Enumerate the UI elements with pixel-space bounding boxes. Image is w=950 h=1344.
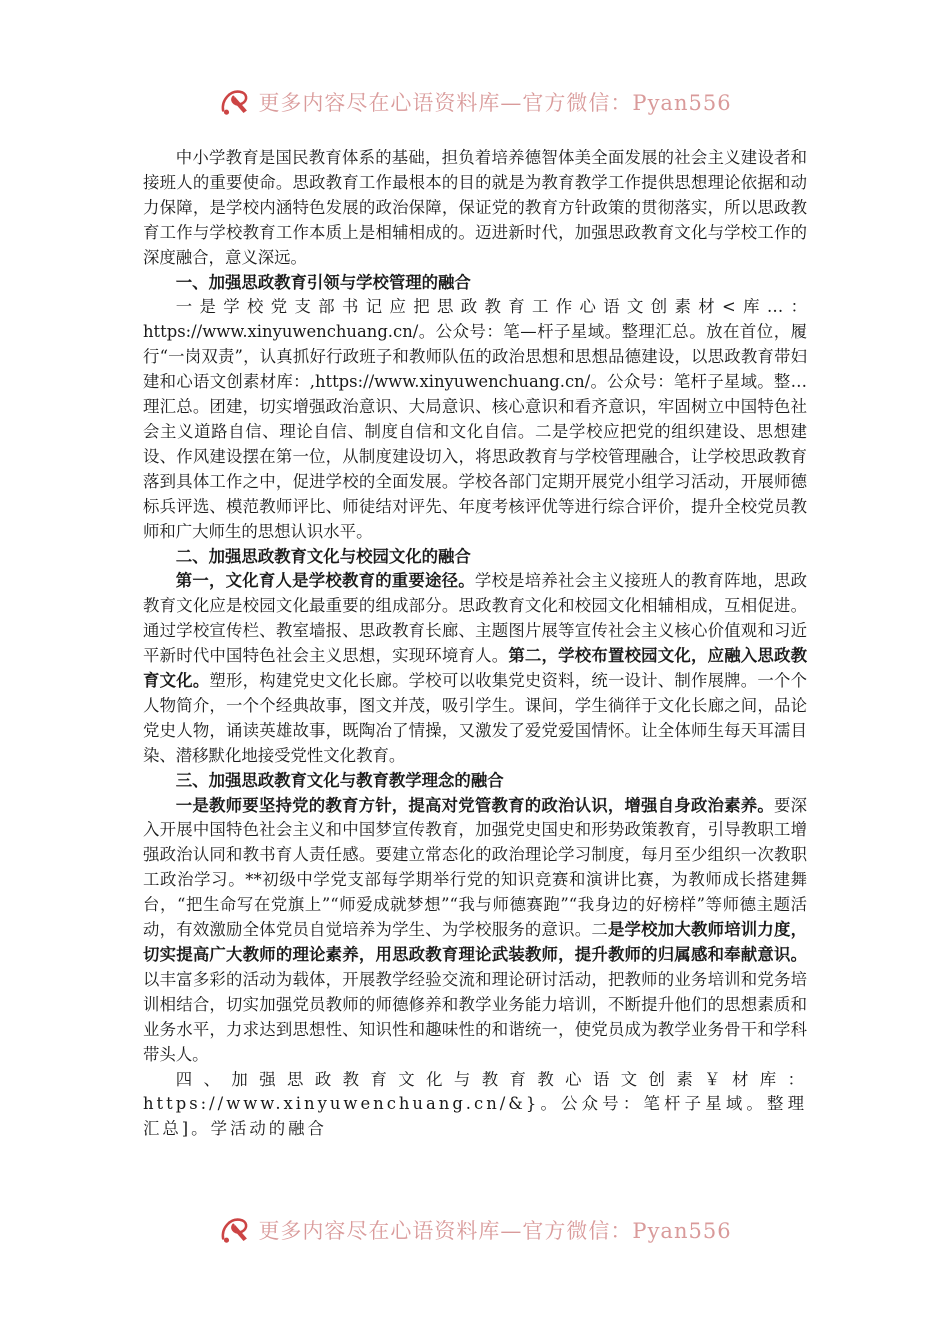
header-watermark-banner [0,82,950,122]
pen-swirl-logo-icon [218,1213,252,1247]
document-body [143,146,807,1142]
section-3-paragraph [143,794,807,1068]
section-2-paragraph [143,569,807,768]
section-1-paragraph: 一是学校党支部书记应把思政教育工作心语文创素材<库…：https://www.xinyuwenchuang.cn/。公众号：笔—杆子星域。整理汇总。放在首位，履行“一岗双责”，认真抓好行政班子和教师队伍的政治思想和思想品德建设，以思政教育带妇建和心语文创素材库：,https://www.xinyuwenchuang.cn/。公众号：笔杆子星域。整…理汇总。团建，切实增强政治意识、大局意识、核心意识和看齐意识，牢固树立中国特色社会主义道路自信、理论自信、制度自信和文化自信。二是学校应把党的组织建设、思想建设、作风建设摆在第一位，从制度建设切入，将思政教育与学校管理融合，让学校思政教育落到具体工作之中，促进学校的全面发展。学校各部门定期开展党小组学习活动，开展师德标兵评选、模范教师评比、师徒结对评先、年度考核评优等进行综合评价，提升全校党员教师和广大师生的思想认识水平。 [143,297,807,541]
banner-text: 更多内容尽在心语资料库—官方微信：Pyan556 [258,1219,732,1243]
section-3-bold-lead-2: 是学校加大教师培训力度，切实提高广大教师的理论素养，用思政教育理论武装教师，提升教师的归属感和奉献意识。 [143,920,808,964]
section-3-text-1: 要深入开展中国特色社会主义和中国梦宣传教育，加强党史国史和形势政策教育，引导教职工增强政治认同和教书育人责任感。要建立常态化的政治理论学习制度，每月至少组织一次教职工政治学习。**初级中学党支部每学期举行党的知识竞赛和演讲比赛，为教师成长搭建舞台，“把生命写在党旗上”“师爱成就梦想”“我与师德赛跑”“我身边的好榜样”等师德主题活动，有效激励全体党员自觉培养为学生、为学校服务的意识。二 [143,795,808,940]
section-2-text-2: 塑形，构建党史文化长廊。学校可以收集党史资料，统一设计、制作展牌。一个个人物简介，一个个经典故事，图文并茂，吸引学生。课间，学生徜徉于文化长廊之间，品论党史人物，诵读英雄故事，既陶冶了情操，又激发了爱党爱国情怀。让全体师生每天耳濡目染、潜移默化地接受党性文化教育。 [143,671,807,765]
section-heading-1: 一、加强思政教育引领与学校管理的融合 [175,272,471,292]
banner-text: 更多内容尽在心语资料库—官方微信：Pyan556 [258,91,732,115]
section-2-bold-lead-2: 第二，学校布置校园文化，应融入思政教育文化。 [143,646,808,691]
section-heading-3: 三、加强思政教育文化与教育教学理念的融合 [175,770,504,790]
section-3-text-2: 以丰富多彩的活动为载体，开展教学经验交流和理论研讨活动，把教师的业务培训和党务培训相结合，切实加强党员教师的师德修养和教学业务能力培训，不断提升他们的思想素质和业务水平，力求达到思想性、知识性和趣味性的和谐统一，使党员成为教学业务骨干和学科带头人。 [143,969,807,1064]
section-2-text-1: 学校是培养社会主义接班人的教育阵地，思政教育文化应是校园文化最重要的组成部分。思政教育文化和校园文化相辅相成，互相促进。通过学校宣传栏、教室墙报、思政教育长廊、主题图片展等宣传社会主义核心价值观和习近平新时代中国特色社会主义思想，实现环境育人。 [143,571,808,666]
section-heading-2: 二、加强思政教育文化与校园文化的融合 [175,546,471,566]
intro-paragraph: 中小学教育是国民教育体系的基础，担负着培养德智体美全面发展的社会主义建设者和接班人的重要使命。思政教育工作最根本的目的就是为教育教学工作提供思想理论依据和动力保障，是学校内涵特色发展的政治保障，保证党的教育方针政策的贯彻落实，所以思政教育工作与学校教育工作本质上是相辅相成的。迈进新时代，加强思政教育文化与学校工作的深度融合，意义深远。 [143,148,807,267]
footer-watermark-banner [0,1210,950,1250]
section-3-bold-lead-1: 一是教师要坚持党的教育方针，提高对党管教育的政治认识，增强自身政治素养。 [175,795,774,815]
pen-swirl-logo-icon [218,85,252,119]
section-heading-4: 四、加强思政教育文化与教育教心语文创素￥材库：https://www.xinyuwenchuang.cn/&}。公众号：笔杆子星域。整理汇总]。学活动的融合 [143,1069,807,1139]
section-2-bold-lead-1: 第一，文化育人是学校教育的重要途径。 [175,571,475,591]
